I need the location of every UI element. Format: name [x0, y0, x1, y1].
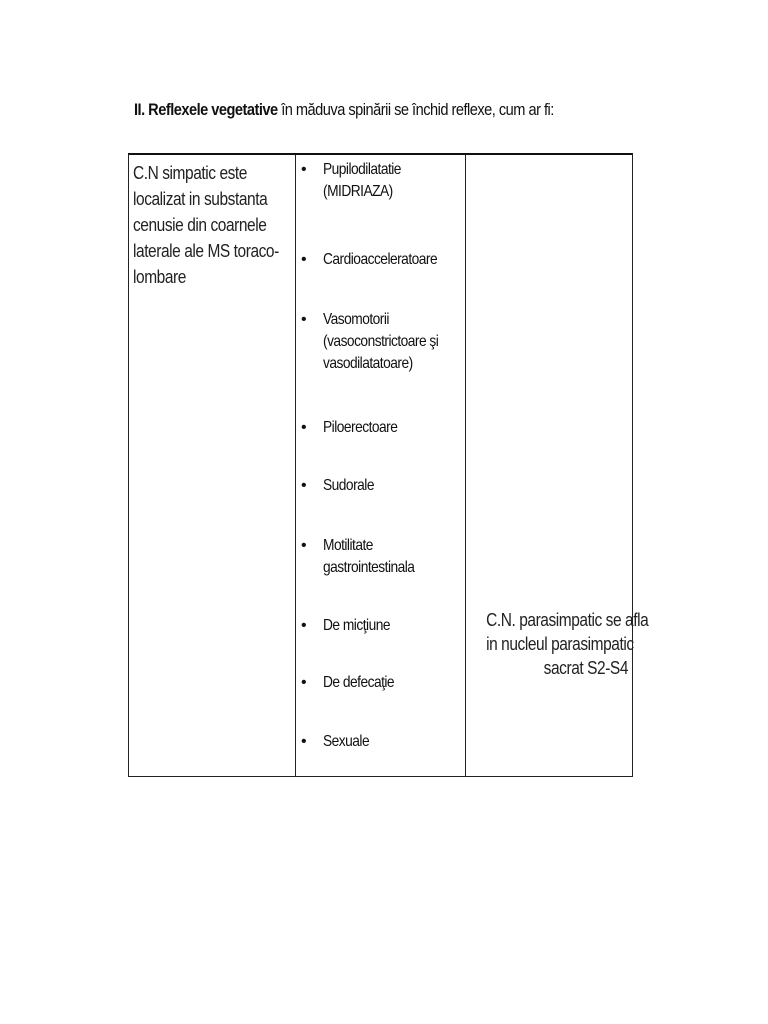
reflex-text: Motilitate [323, 537, 373, 554]
reflex-table [128, 153, 649, 777]
bullet-icon: • [301, 674, 307, 691]
reflex-text: Sexuale [323, 733, 370, 750]
bullet-icon: • [301, 251, 307, 268]
reflex-text: Sudorale [323, 477, 374, 494]
reflex-text: Cardioacceleratoare [323, 251, 438, 268]
sympathic-line: C.N simpatic este [133, 163, 247, 183]
heading-bold-part: II. Reflexele vegetative [134, 100, 278, 119]
sympathic-line: localizat in substanta [133, 189, 268, 209]
bullet-icon: • [301, 311, 307, 328]
reflex-text: De micţiune [323, 617, 390, 634]
parasympathic-center-cell [463, 608, 649, 680]
reflex-text: (vasoconstrictoare şi [323, 333, 439, 350]
reflex-text: vasodilatatoare) [323, 355, 413, 372]
column-divider-1 [295, 155, 296, 776]
bullet-icon: • [301, 477, 307, 494]
bullet-icon: • [301, 537, 307, 554]
bullet-icon: • [301, 419, 307, 436]
parasympathic-line: in nucleul parasimpatic [486, 634, 634, 654]
sympathic-center-cell [133, 160, 279, 290]
section-heading [134, 100, 581, 120]
heading-rest-part: în măduva spinării se închid reflexe, cum ar fi: [277, 100, 554, 119]
reflex-text: Pupilodilatatie [323, 161, 401, 178]
parasympathic-line: C.N. parasimpatic se afla [486, 610, 649, 630]
reflex-text: Piloerectoare [323, 419, 398, 436]
sympathic-line: laterale ale MS toraco- [133, 241, 279, 261]
bullet-icon: • [301, 161, 307, 178]
sympathic-line: cenusie din coarnele [133, 215, 267, 235]
sympathic-line: lombare [133, 267, 186, 287]
reflex-text: gastrointestinala [323, 559, 415, 576]
reflex-text: De defecaţie [323, 674, 395, 691]
parasympathic-line: sacrat S2-S4 [543, 658, 628, 678]
reflex-text: Vasomotorii [323, 311, 389, 328]
bullet-icon: • [301, 617, 307, 634]
bullet-icon: • [301, 733, 307, 750]
reflex-text: (MIDRIAZA) [323, 183, 393, 200]
